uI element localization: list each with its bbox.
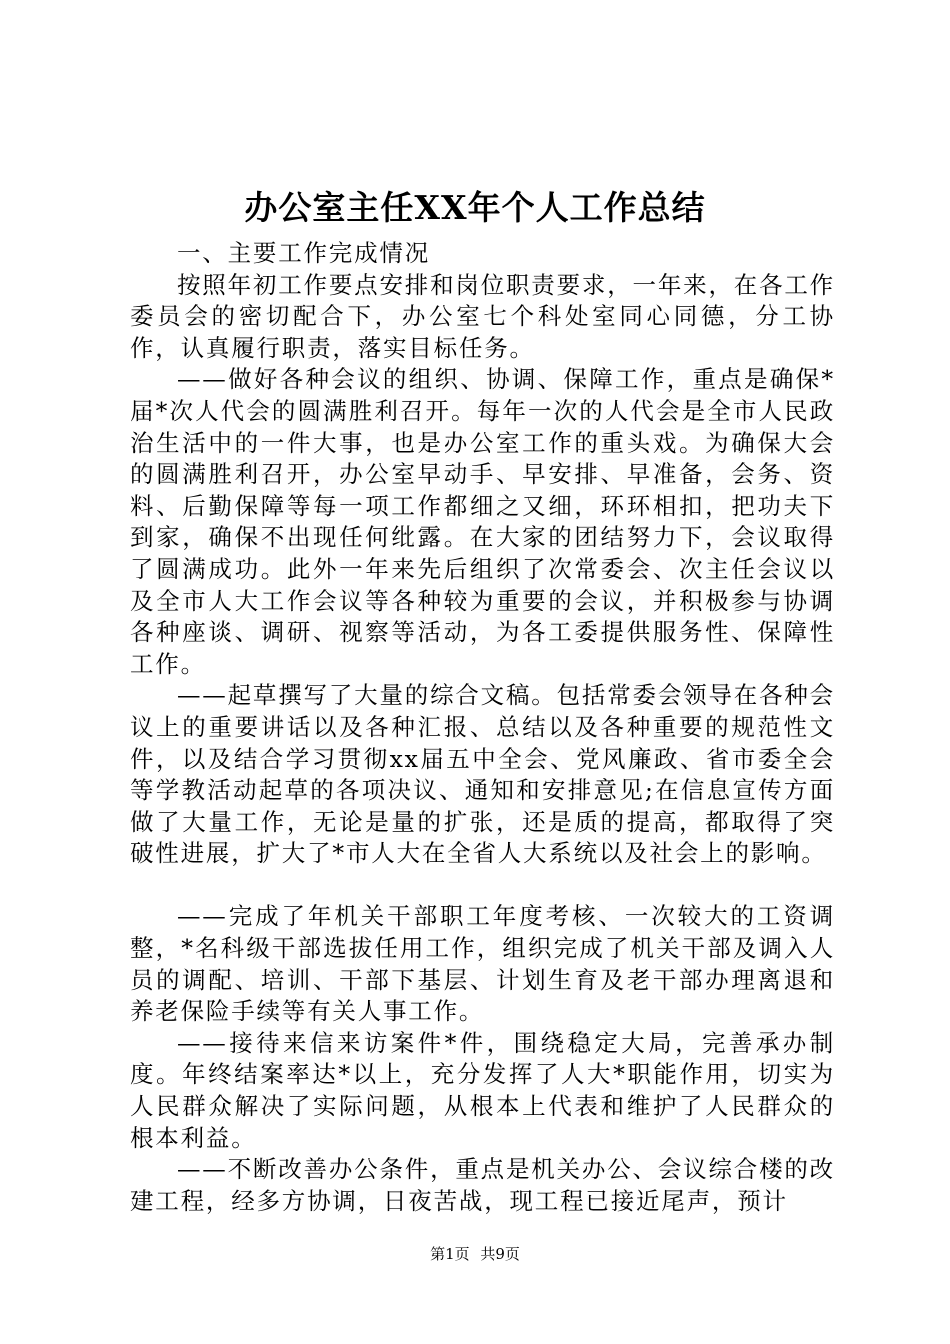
body-paragraph: ——做好各种会议的组织、协调、保障工作，重点是确保*届*次人代会的圆满胜利召开。每年一次的人代会是全市人民政治生活中的一件大事，也是办公室工作的重头戏。为确保大会的圆满胜利召开，办公室早动手、早安排、早准备，会务、资料、后勤保障等每一项工作都细之又细，环环相扣，把功夫下到家，确保不出现任何纰露。在大家的团结努力下，会议取得了圆满成功。此外一年来先后组织了次常委会、次主任会议以及全市人大工作会议等各种较为重要的会议，并积极参与协调各种座谈、调研、视察等活动，为各工委提供服务性、保障性工作。 xyxy=(130,365,835,678)
page-total: 共9页 xyxy=(480,1245,520,1263)
body-paragraph: ——起草撰写了大量的综合文稿。包括常委会领导在各种会议上的重要讲话以及各种汇报、总结以及各种重要的规范性文件，以及结合学习贯彻xx届五中全会、党风廉政、省市委全会等学教活动起草的各项决议、通知和安排意见;在信息宣传方面做了大量工作，无论是量的扩张，还是质的提高，都取得了突破性进展，扩大了*市人大在全省人大系统以及社会上的影响。 xyxy=(130,681,835,868)
body-paragraph: 按照年初工作要点安排和岗位职责要求，一年来，在各工作委员会的密切配合下，办公室七个科处室同心同德，分工协作，认真履行职责，落实目标任务。 xyxy=(130,270,835,362)
section-heading: 一、主要工作完成情况 xyxy=(177,239,430,267)
body-paragraph: ——完成了年机关干部职工年度考核、一次较大的工资调整，*名科级干部选拔任用工作，组织完成了机关干部及调入人员的调配、培训、干部下基层、计划生育及老干部办理离退和养老保险手续等有关人事工作。 xyxy=(130,902,835,1026)
document-body xyxy=(130,238,835,1217)
document-title: 办公室主任XX年个人工作总结 xyxy=(244,188,706,227)
body-paragraph: ——不断改善办公条件，重点是机关办公、会议综合楼的改建工程，经多方协调，日夜苦战，现工程已接近尾声，预计 xyxy=(130,1155,835,1215)
page-number: 第1页 xyxy=(430,1245,470,1263)
body-paragraph: ——接待来信来访案件*件，围绕稳定大局，完善承办制度。年终结案率达*以上，充分发挥了人大*职能作用，切实为人民群众解决了实际问题，从根本上代表和维护了人民群众的根本利益。 xyxy=(130,1028,835,1152)
page-footer xyxy=(0,1244,950,1264)
